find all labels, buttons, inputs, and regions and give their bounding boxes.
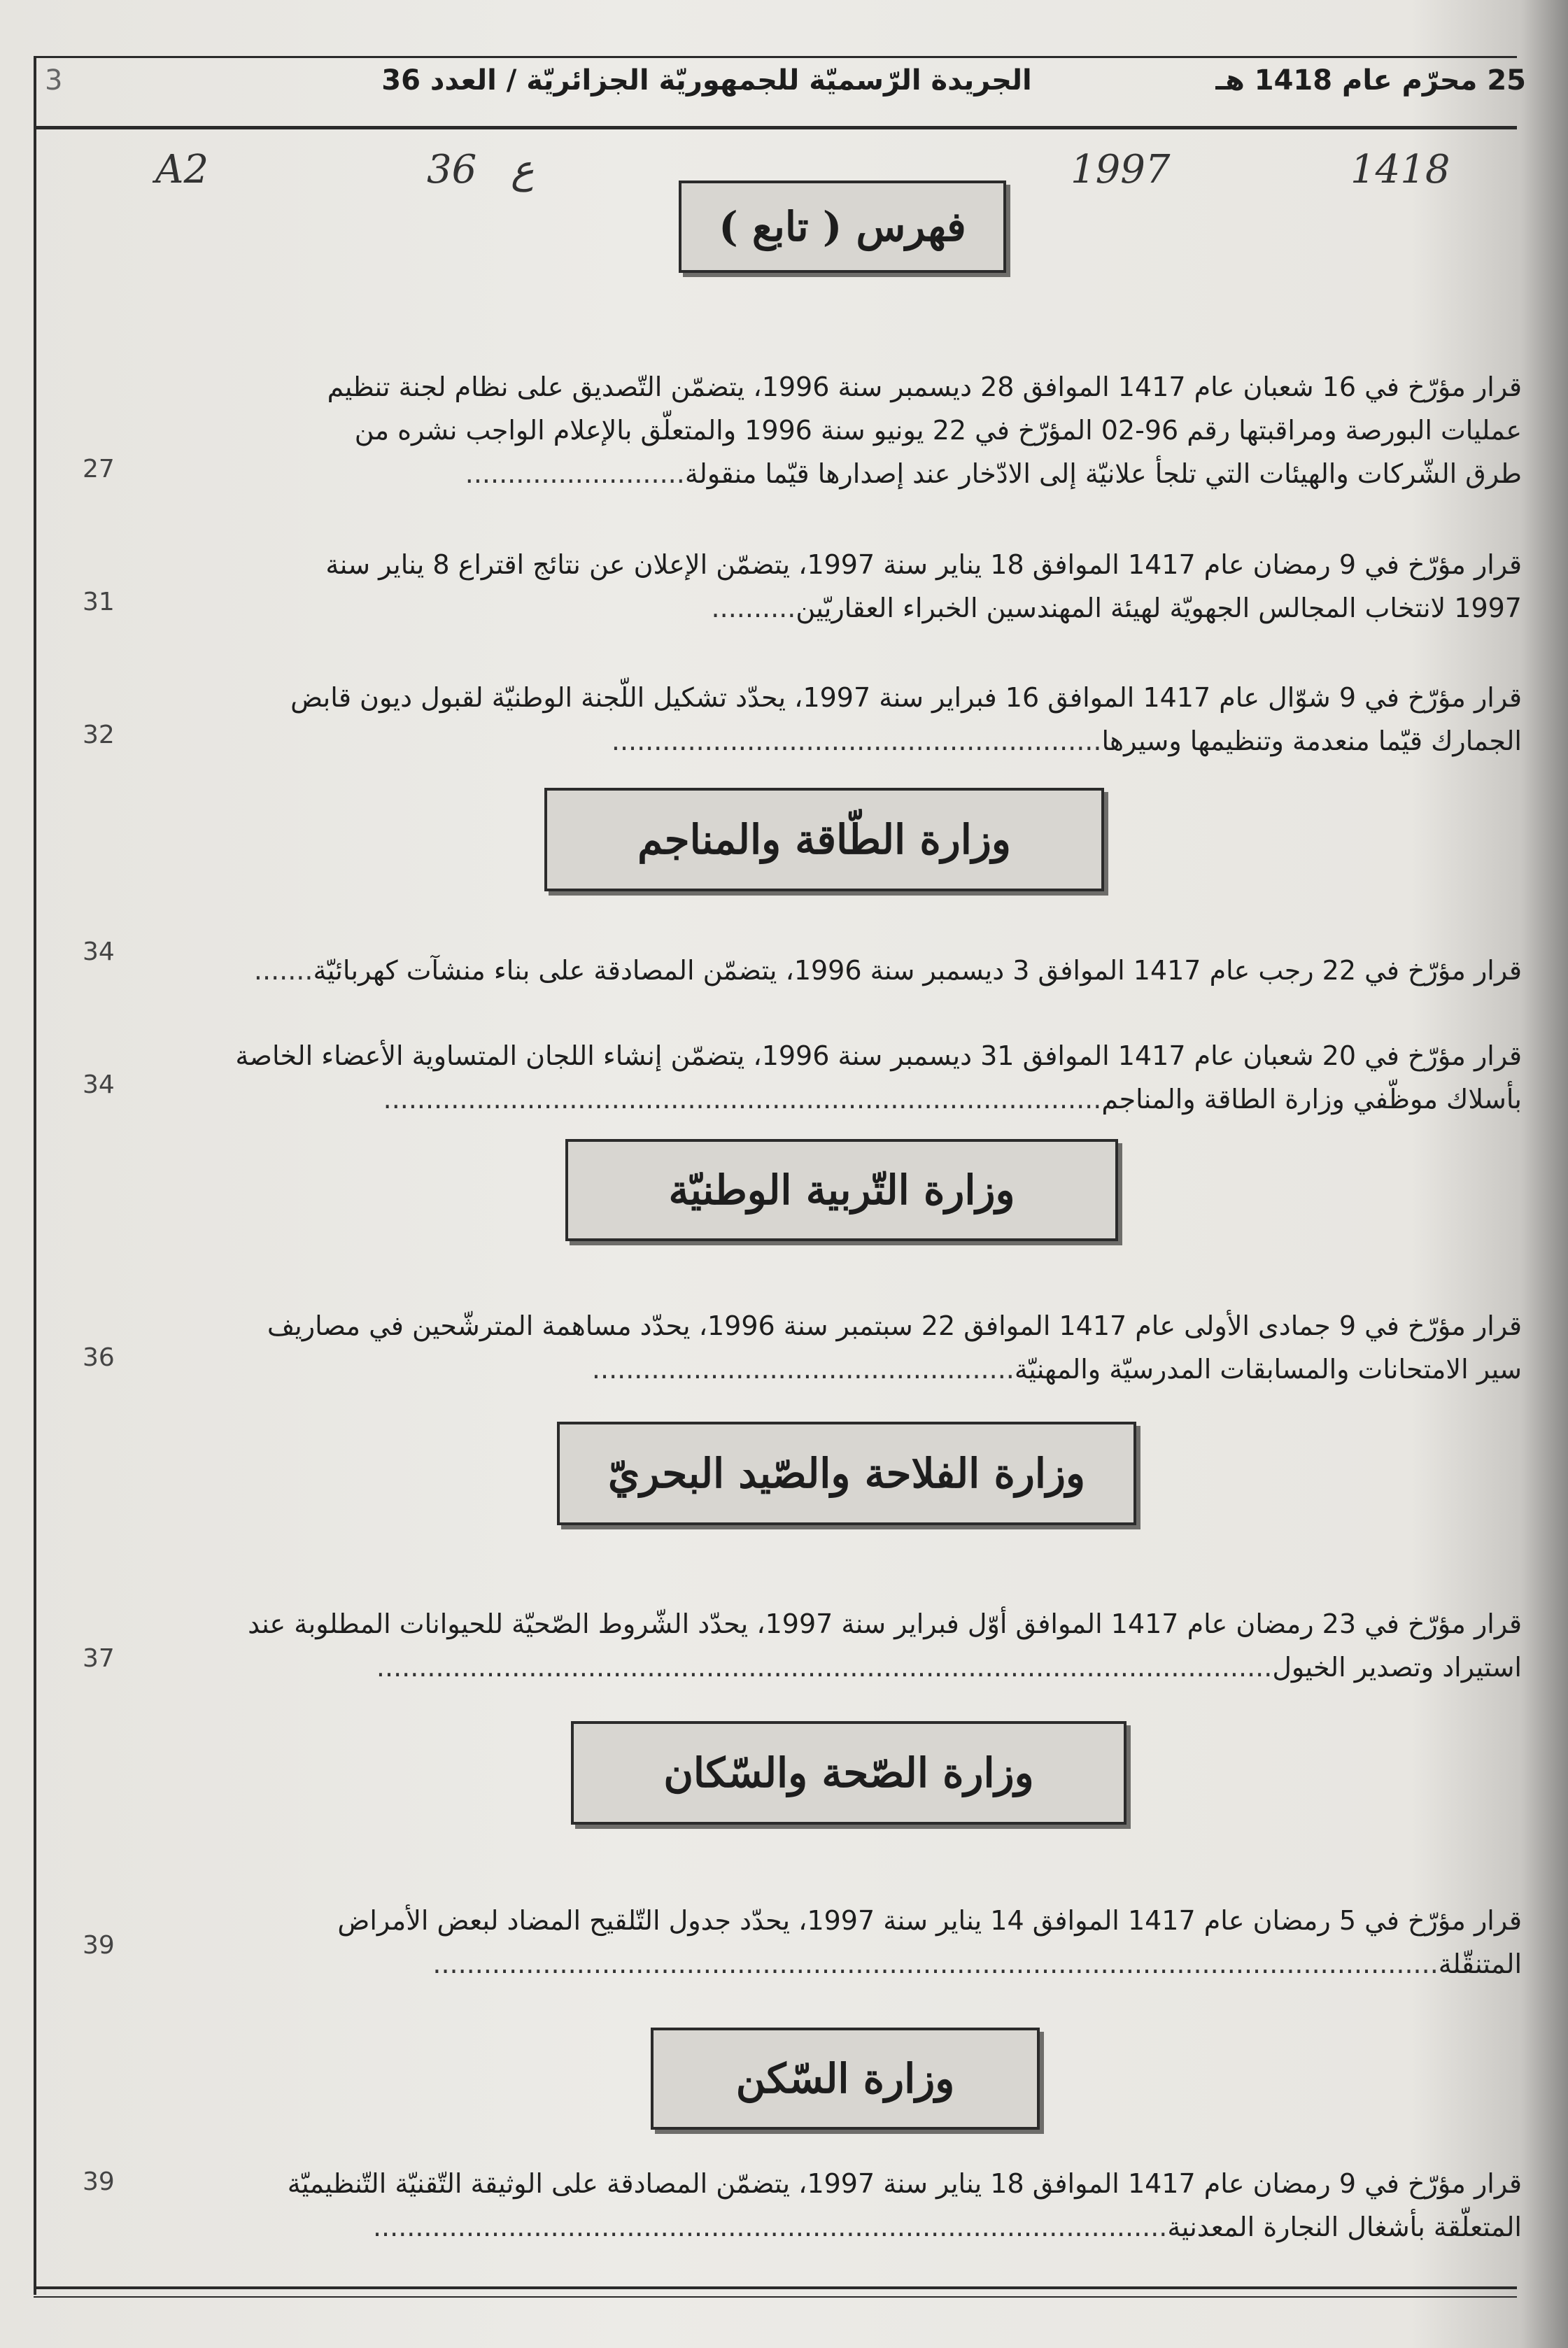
entry-line: قرار مؤرّخ في 9 رمضان عام 1417 الموافق 18 يناير سنة 1997، يتضمّن الإعلان عن نتائج اقتراع 8 يناير سنة [325, 549, 1522, 580]
entry-line: قرار مؤرّخ في 9 شوّال عام 1417 الموافق 16 فبراير سنة 1997، يحدّد تشكيل اللّجنة الوطنيّة لقبول ديون قابض [290, 682, 1522, 713]
entry-line-last: الجمارك قيّما منعدمة وتنظيمها وسيرها.......................................................... [611, 726, 1522, 756]
section-title-energy: وزارة الطّاقة والمناجم [637, 816, 1011, 863]
entry-page-number: 27 [83, 455, 115, 483]
entry-line-last: طرق الشّركات والهيئات التي تلجأ علانيّة إلى الادّخار عند إصدارها قيّما منقولة.......................... [465, 458, 1522, 489]
header-rule [34, 126, 1517, 129]
entry-line: قرار مؤرّخ في 20 شعبان عام 1417 الموافق 31 ديسمبر سنة 1996، يتضمّن إنشاء اللجان المتساوية الأعضاء الخاصة [235, 1040, 1522, 1071]
index-entry [161, 1602, 1522, 1689]
section-title-housing: وزارة السّكن [735, 2055, 955, 2102]
handwritten-note-ain: ع [511, 147, 535, 192]
entry-page-number: 39 [83, 2167, 115, 2196]
handwritten-note-year: 1997 [1071, 147, 1171, 192]
entry-line: قرار مؤرّخ في 16 شعبان عام 1417 الموافق 28 ديسمبر سنة 1996، يتضمّن التّصديق على نظام لجنة تنظيم [327, 372, 1522, 402]
handwritten-note-hijri: 1418 [1350, 147, 1450, 192]
entry-page-number: 37 [83, 1644, 115, 1673]
entry-line: عمليات البورصة ومراقبتها رقم 96-02 المؤرّخ في 22 يونيو سنة 1996 والمتعلّق بالإعلام الواجب نشره من [354, 415, 1522, 446]
index-entry [161, 949, 1522, 992]
page-border-left [34, 56, 36, 2295]
entry-page-number: 39 [83, 1931, 115, 1960]
index-entry [161, 1304, 1522, 1391]
header-date: 25 محرّم عام 1418 هـ [1215, 64, 1526, 97]
entry-line: قرار مؤرّخ في 5 رمضان عام 1417 الموافق 14 يناير سنة 1997، يحدّد جدول التّلقيح المضاد لبعض الأمراض [337, 1905, 1522, 1936]
entry-line-last: استيراد وتصدير الخيول.......................................................................................................... [376, 1652, 1522, 1683]
entry-line: قرار مؤرّخ في 9 رمضان عام 1417 الموافق 18 يناير سنة 1997، يتضمّن المصادقة على الوثيقة التّقنيّة التّنظيميّة [287, 2168, 1522, 2199]
section-title-agriculture: وزارة الفلاحة والصّيد البحريّ [608, 1450, 1085, 1497]
entry-line-last: المتنقّلة....................................................................................................................... [432, 1949, 1522, 1979]
entry-line-last: 1997 لانتخاب المجالس الجهويّة لهيئة المهندسين الخبراء العقاريّين.......... [711, 593, 1522, 623]
section-box-agriculture [557, 1422, 1136, 1525]
entry-line-last: سير الامتحانات والمسابقات المدرسيّة والمهنيّة.................................................. [591, 1354, 1522, 1385]
handwritten-note-36: 36 [427, 147, 477, 192]
index-title-box [679, 181, 1006, 273]
entry-line-last: المتعلّقة بأشغال النجارة المعدنية.............................................................................................. [372, 2212, 1522, 2242]
entry-page-number: 36 [83, 1343, 115, 1372]
index-entry [161, 676, 1522, 763]
section-box-health [571, 1721, 1126, 1825]
index-entry [161, 1899, 1522, 1986]
entry-line: قرار مؤرّخ في 9 جمادى الأولى عام 1417 الموافق 22 سبتمبر سنة 1996، يحدّد مساهمة المترشّحين في مصاريف [267, 1310, 1522, 1341]
index-entry [161, 543, 1522, 630]
header-page-number: 3 [45, 64, 63, 97]
page-border-top [34, 56, 1517, 58]
index-entry [161, 365, 1522, 495]
handwritten-note-a2: A2 [155, 147, 209, 192]
section-box-housing [651, 2028, 1040, 2130]
entry-page-number: 32 [83, 721, 115, 749]
entry-page-number: 34 [83, 1070, 115, 1099]
section-box-education [565, 1139, 1118, 1241]
entry-line: قرار مؤرّخ في 23 رمضان عام 1417 الموافق أوّل فبراير سنة 1997، يحدّد الشّروط الصّحيّة للحيوانات المطلوبة عند [248, 1608, 1522, 1639]
section-title-health: وزارة الصّحة والسّكان [663, 1749, 1034, 1797]
index-title: فهرس ( تابع ) [719, 203, 966, 250]
index-entry [161, 1034, 1522, 1121]
section-title-education: وزارة التّربية الوطنيّة [668, 1166, 1015, 1214]
page-border-bottom-inner [34, 2296, 1517, 2298]
page-border-bottom [34, 2286, 1517, 2289]
entry-page-number: 31 [83, 588, 115, 616]
entry-line-last: قرار مؤرّخ في 22 رجب عام 1417 الموافق 3 ديسمبر سنة 1996، يتضمّن المصادقة على بناء منشآت كهربائيّة....... [253, 955, 1522, 986]
entry-page-number: 34 [83, 938, 115, 966]
index-entry [161, 2162, 1522, 2249]
header-title: الجريدة الرّسميّة للجمهوريّة الجزائريّة / العدد 36 [381, 64, 1032, 97]
section-box-energy [544, 788, 1104, 891]
entry-line-last: بأسلاك موظّفي وزارة الطاقة والمناجم..................................................................................... [383, 1084, 1522, 1115]
